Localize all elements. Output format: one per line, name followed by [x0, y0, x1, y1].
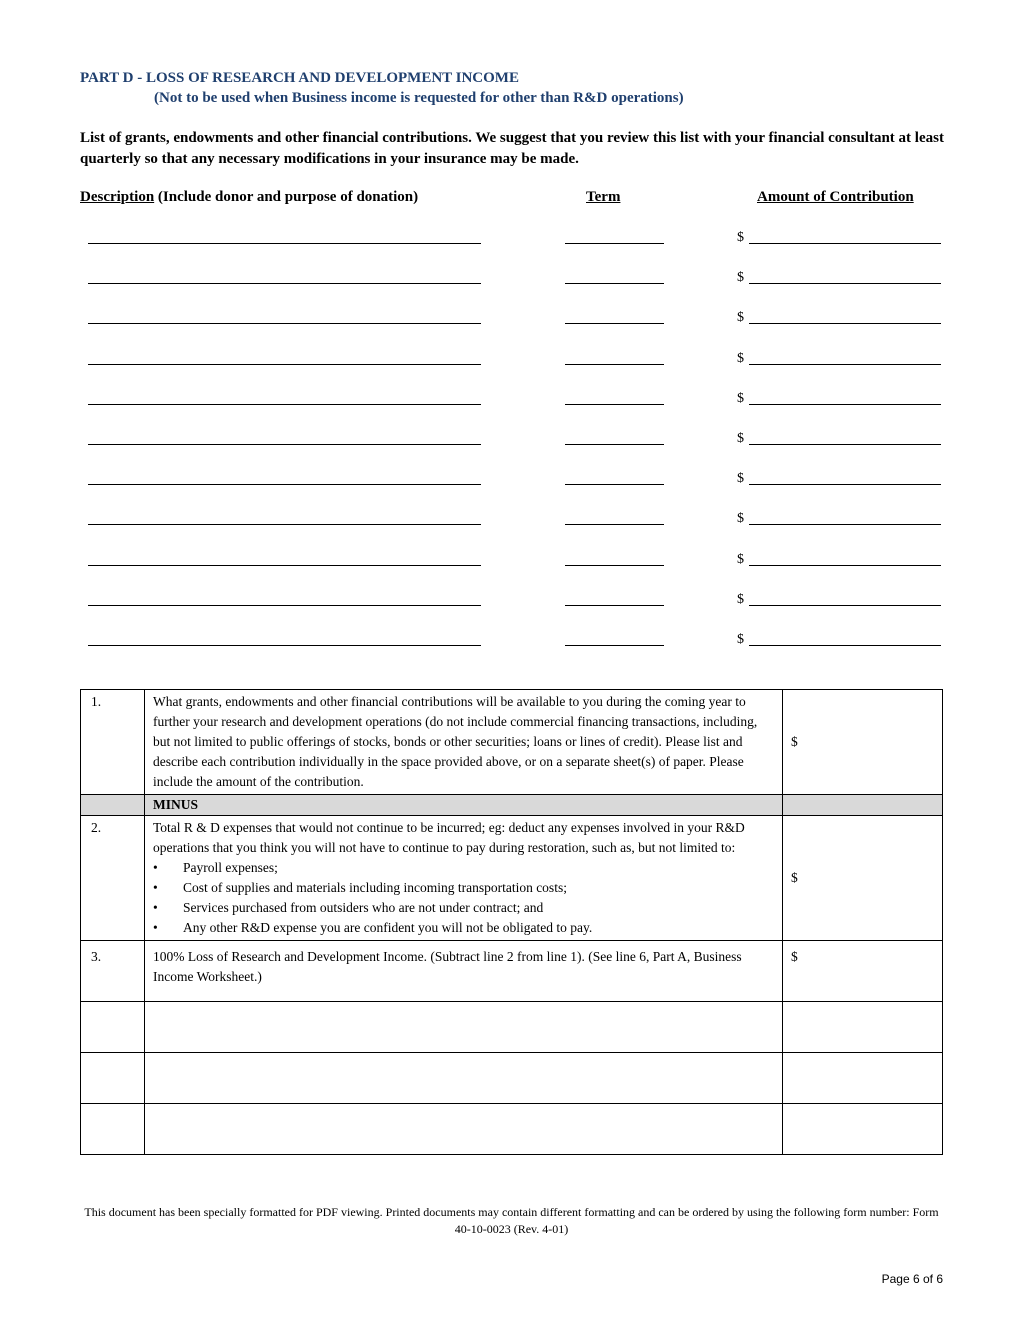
dollar-sign: $ [737, 430, 744, 446]
description-hint: (Include donor and purpose of donation) [154, 189, 419, 205]
list-item: • Services purchased from outsiders who are not under contract; and [153, 898, 774, 918]
list-item: • Cost of supplies and materials including incoming transportation costs; [153, 878, 774, 898]
contribution-row [0, 351, 1024, 391]
dollar-sign: $ [737, 270, 744, 286]
blank-row [81, 1002, 943, 1053]
contribution-row [0, 431, 1024, 471]
description-column-header [80, 189, 418, 206]
description-label: Description [80, 189, 155, 205]
description-blank[interactable] [88, 552, 481, 566]
dollar-sign: $ [791, 870, 798, 885]
blank-row [81, 1104, 943, 1155]
line-2-description: Total R & D expenses that would not continue to be incurred; eg: deduct any expenses involved in your R&D operations that you think you will not have to continue to pay during restoration, such as, but not limited to: • Payroll expenses; • Cost of supplies and materials including incoming transportation costs; • Services purchased from outsiders who are not under contract; and • Any other R&D expense you are confident you will not be obligated to pay. [145, 816, 783, 941]
section-subtitle: (Not to be used when Business income is requested for other than R&D operations) [154, 90, 684, 106]
amount-blank[interactable] [749, 270, 941, 284]
term-blank[interactable] [565, 632, 664, 646]
contribution-list [0, 230, 1024, 672]
table-row [81, 690, 943, 795]
minus-row [81, 795, 943, 816]
amount-blank[interactable] [749, 230, 941, 244]
description-blank[interactable] [88, 431, 481, 445]
term-blank[interactable] [565, 431, 664, 445]
amount-blank[interactable] [749, 431, 941, 445]
term-blank[interactable] [565, 310, 664, 324]
contribution-row [0, 592, 1024, 632]
line-number: 3. [81, 941, 145, 1002]
description-blank[interactable] [88, 511, 481, 525]
footer-note: This document has been specially formatted for PDF viewing. Printed documents may contain different formatting and can be ordered by using the following form number: Form 40-10-0023 (Rev. 4-01) [84, 1205, 939, 1236]
dollar-sign: $ [791, 949, 798, 964]
amount-blank[interactable] [749, 351, 941, 365]
description-blank[interactable] [88, 592, 481, 606]
dollar-sign: $ [737, 230, 744, 245]
amount-blank[interactable] [749, 471, 941, 485]
term-blank[interactable] [565, 552, 664, 566]
contribution-row [0, 552, 1024, 592]
minus-label: MINUS [145, 795, 783, 816]
dollar-sign: $ [737, 511, 744, 527]
contribution-row [0, 632, 1024, 672]
term-blank[interactable] [565, 471, 664, 485]
description-blank[interactable] [88, 310, 481, 324]
term-blank[interactable] [565, 270, 664, 284]
term-column-header: Term [586, 189, 621, 205]
contribution-row [0, 471, 1024, 511]
amount-blank[interactable] [749, 310, 941, 324]
amount-column-header: Amount of Contribution [757, 189, 914, 205]
table-row [81, 941, 943, 1002]
contribution-row [0, 391, 1024, 431]
term-blank[interactable] [565, 230, 664, 244]
dollar-sign: $ [737, 350, 744, 366]
line-number: 1. [81, 690, 145, 795]
dollar-sign: $ [791, 734, 798, 749]
contribution-row [0, 230, 1024, 270]
dollar-sign: $ [737, 471, 744, 487]
description-blank[interactable] [88, 471, 481, 485]
dollar-sign: $ [737, 390, 744, 406]
line-3-description: 100% Loss of Research and Development Income. (Subtract line 2 from line 1). (See line 6, Part A, Business Income Worksheet.) [145, 941, 783, 1002]
amount-blank[interactable] [749, 511, 941, 525]
term-blank[interactable] [565, 592, 664, 606]
list-item: • Any other R&D expense you are confident you will not be obligated to pay. [153, 918, 774, 938]
amount-blank[interactable] [749, 391, 941, 405]
dollar-sign: $ [737, 551, 744, 567]
amount-blank[interactable] [749, 632, 941, 646]
intro-paragraph: List of grants, endowments and other financial contributions. We suggest that you review this list with your financial consultant at least quarterly so that any necessary modifications in your insurance may be made. [80, 130, 944, 167]
amount-blank[interactable] [749, 592, 941, 606]
section-heading [80, 68, 684, 108]
description-blank[interactable] [88, 391, 481, 405]
page-number: Page 6 of 6 [881, 1272, 943, 1286]
term-blank[interactable] [565, 511, 664, 525]
blank-row [81, 1053, 943, 1104]
expense-bullet-list [153, 858, 774, 938]
dollar-sign: $ [737, 310, 744, 326]
line-number: 2. [81, 816, 145, 941]
contribution-row [0, 270, 1024, 310]
list-item: • Payroll expenses; [153, 858, 774, 878]
contribution-row [0, 310, 1024, 350]
description-blank[interactable] [88, 230, 481, 244]
line-1-description: What grants, endowments and other financial contributions will be available to you during the coming year to further your research and development operations (do not include commercial financing transactions, including, but not limited to public offerings of stocks, bonds or other securities; loans or lines of credit). Please list and describe each contribution individually in the space provided above, or on a separate sheet(s) of paper. Please include the amount of the contribution. [145, 690, 783, 795]
section-title: PART D - LOSS OF RESEARCH AND DEVELOPMENT INCOME [80, 70, 519, 86]
dollar-sign: $ [737, 631, 744, 647]
line-1-amount-field[interactable] [783, 690, 943, 795]
term-blank[interactable] [565, 351, 664, 365]
contribution-row [0, 511, 1024, 551]
description-blank[interactable] [88, 632, 481, 646]
dollar-sign: $ [737, 591, 744, 607]
worksheet-table [80, 689, 943, 1155]
table-row [81, 816, 943, 941]
amount-blank[interactable] [749, 552, 941, 566]
line-2-amount-field[interactable] [783, 816, 943, 941]
description-blank[interactable] [88, 270, 481, 284]
term-blank[interactable] [565, 391, 664, 405]
line-3-amount-field[interactable] [783, 941, 943, 1002]
description-blank[interactable] [88, 351, 481, 365]
